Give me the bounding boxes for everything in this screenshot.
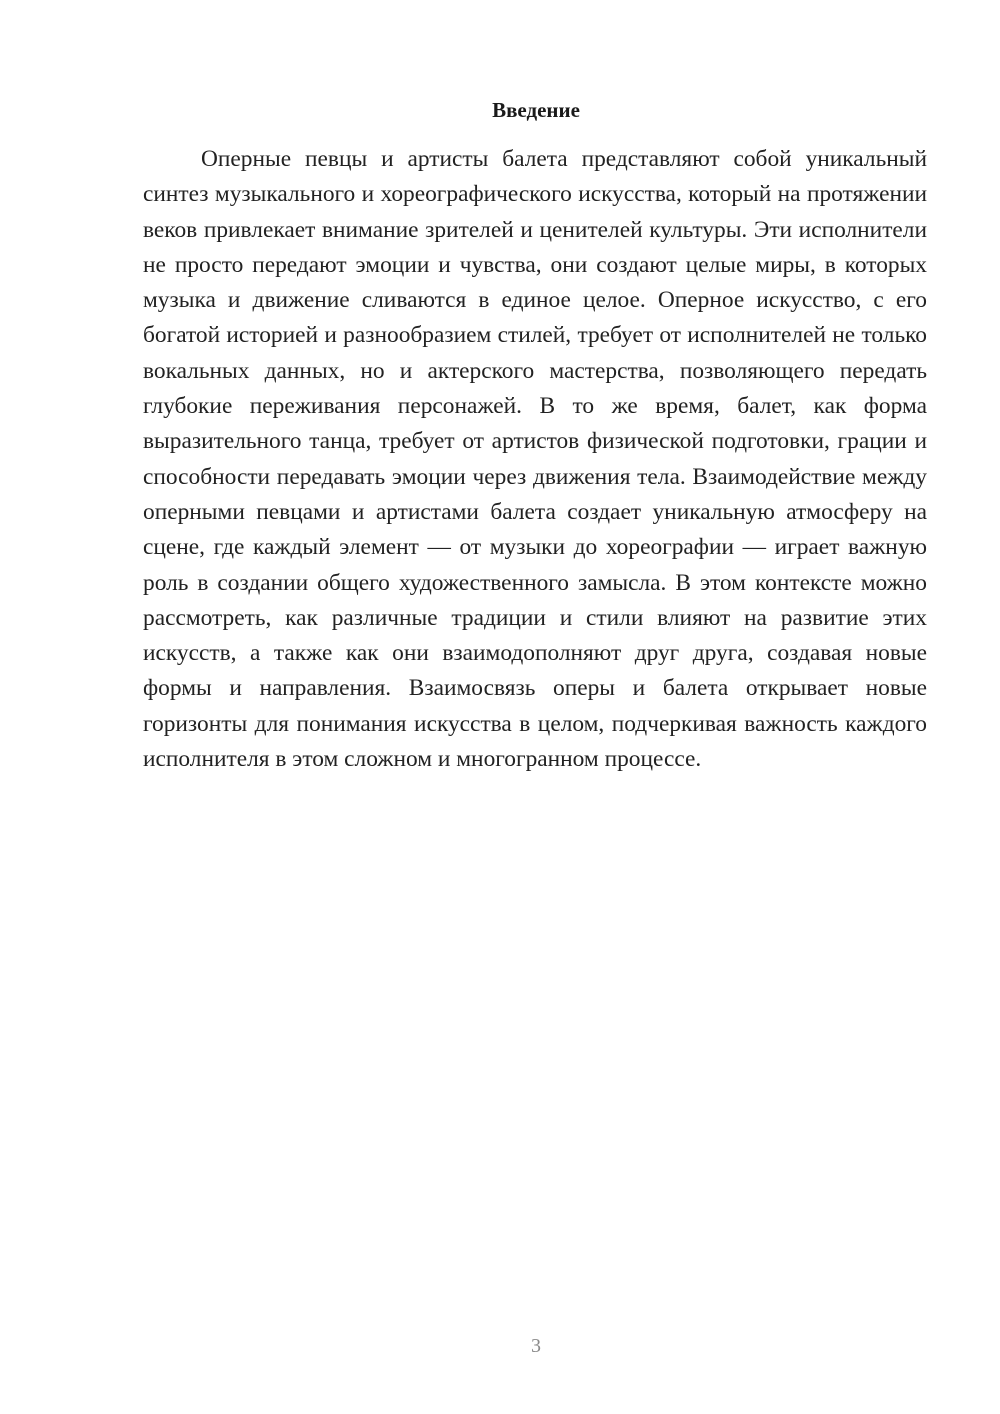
page-number: 3 xyxy=(531,1335,541,1357)
body-paragraph: Оперные певцы и артисты балета представляют собой уникальный синтез музыкального и хореографического искусства, который на протяжении веков привлекает внимание зрителей и ценителей культуры. Эти исполнители не просто передают эмоции и чувства, они создают целые миры, в которых музыка и движение сливаются в единое целое. Оперное искусство, с его богатой историей и разнообразием стилей, требует от исполнителей не только вокальных данных, но и актерского мастерства, позволяющего передать глубокие переживания персонажей. В то же время, балет, как форма выразительного танца, требует от артистов физической подготовки, грации и способности передавать эмоции через движения тела. Взаимодействие между оперными певцами и артистами балета создает уникальную атмосферу на сцене, где каждый элемент — от музыки до хореографии — играет важную роль в создании общего художественного замысла. В этом контексте можно рассмотреть, как различные традиции и стили влияют на развитие этих искусств, а также как они взаимодополняют друг друга, создавая новые формы и направления. Взаимосвязь оперы и балета открывает новые горизонты для понимания искусства в целом, подчеркивая важность каждого исполнителя в этом сложном и многогранном процессе. xyxy=(143,146,927,773)
section-heading: Введение xyxy=(492,98,580,122)
